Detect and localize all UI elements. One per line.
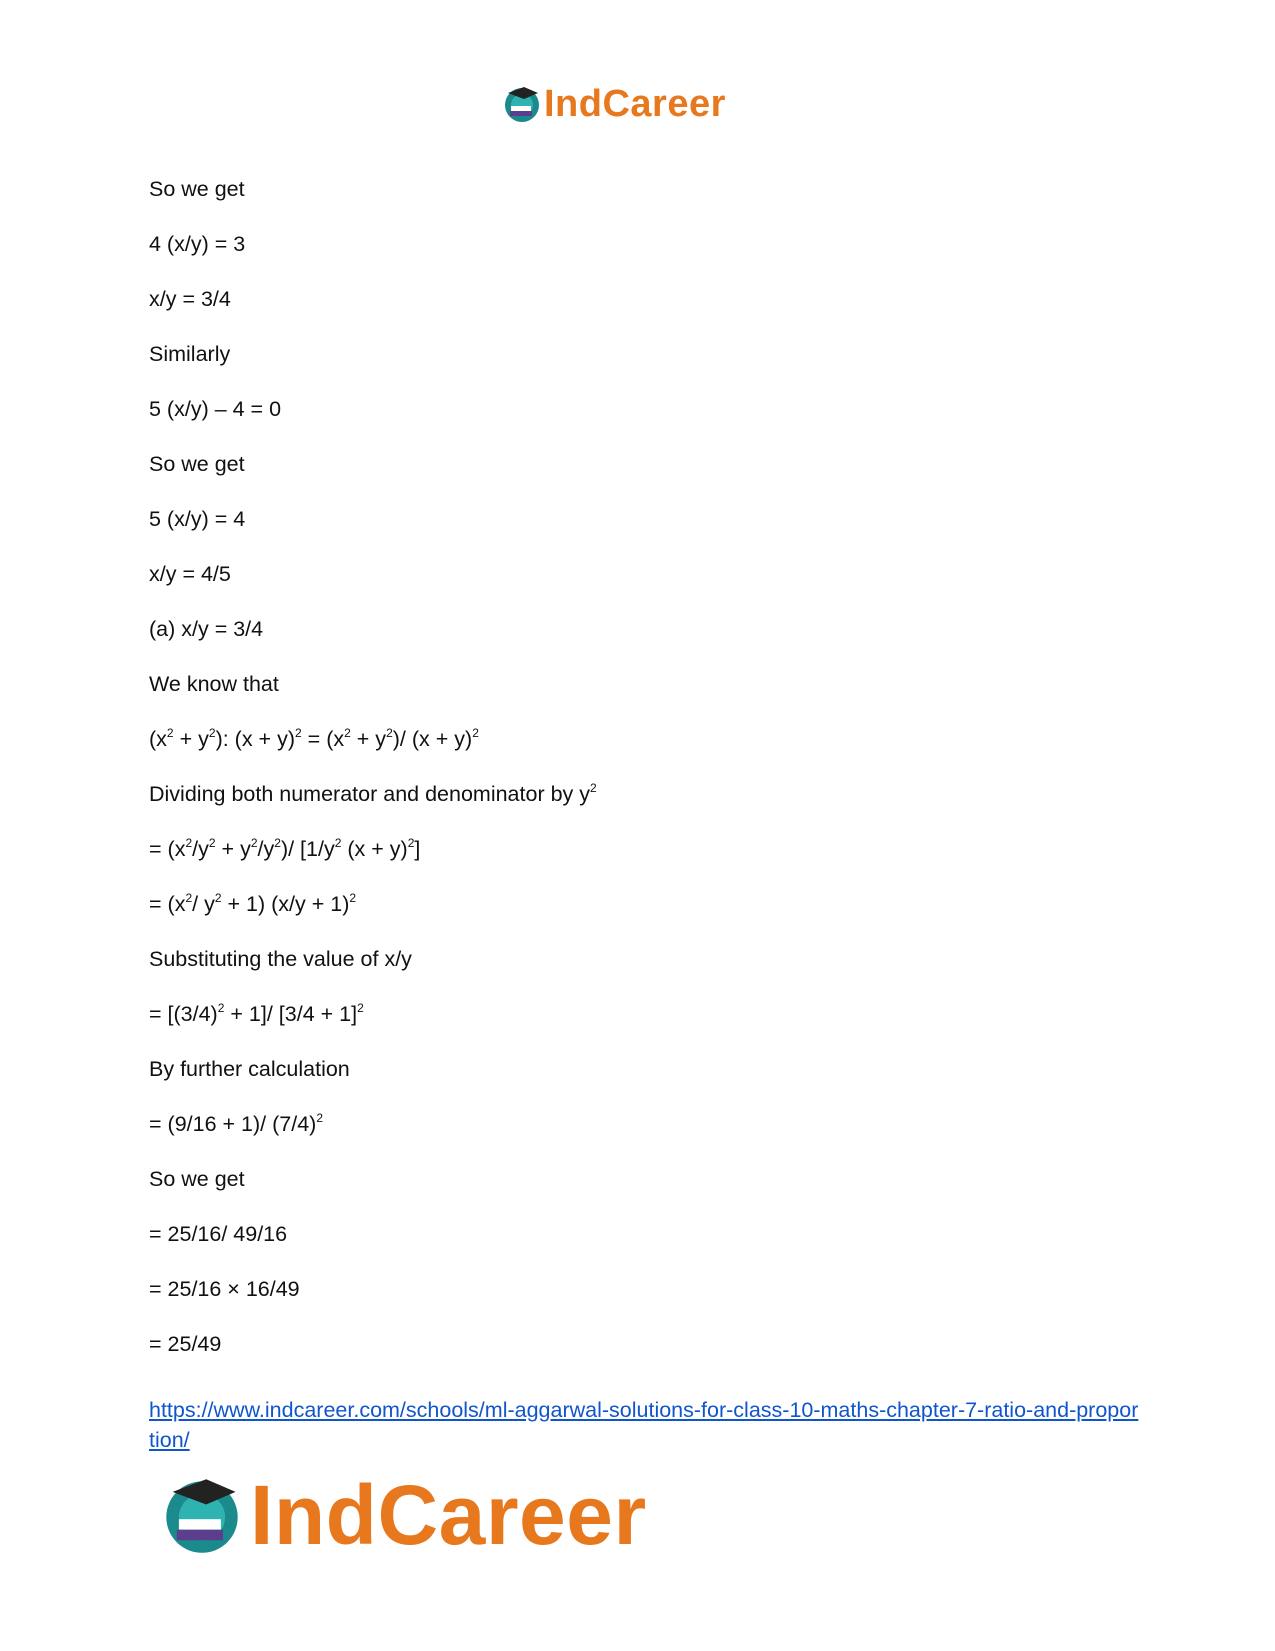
header-brand-text: IndCareer — [544, 82, 726, 125]
text-line: x/y = 4/5 — [149, 562, 231, 586]
source-link[interactable]: https://www.indcareer.com/schools/ml-aggarwal-solutions-for-class-10-maths-chapter-7-ratio-and-proportion/ — [149, 1398, 1139, 1452]
text-line: = 25/49 — [149, 1332, 222, 1356]
equation-line: = ($x^2/$ $y^2 + 1$) $(x/y + 1)^2$ — [149, 891, 357, 916]
text-line: 5 (x/y) = 4 — [149, 507, 246, 531]
text-line: 4 (x/y) = 3 — [149, 232, 246, 256]
globe-book-icon — [502, 84, 542, 124]
text-line: (a) x/y = 3/4 — [149, 617, 264, 641]
text-line: 5 (x/y) – 4 = 0 — [149, 397, 282, 421]
text-line: So we get — [149, 1167, 245, 1191]
text-line: So we get — [149, 177, 245, 201]
text-line: So we get — [149, 452, 245, 476]
globe-book-icon — [160, 1473, 244, 1557]
equation-line: = (9/16 + 1)/ $(7/4)^2$ — [149, 1111, 323, 1136]
equation-line: = $(x^2/y^2 + y^2/y^2)/$ [$1/y^2$ $(x + y)^2$] — [149, 836, 421, 861]
footer-brand-text: IndCareer — [250, 1468, 647, 1562]
text-line: Dividing both numerator and denominator by $y^2$ — [149, 781, 597, 806]
text-line: Similarly — [149, 342, 231, 366]
text-line: = 25/16/ 49/16 — [149, 1222, 288, 1246]
text-line: x/y = 3/4 — [149, 287, 231, 311]
text-line: Substituting the value of x/y — [149, 947, 412, 971]
document-body — [149, 176, 1129, 1386]
footer-logo — [160, 1470, 647, 1560]
text-line: = 25/16 × 16/49 — [149, 1277, 300, 1301]
header-logo — [502, 80, 726, 128]
equation-line: $(x^2 + y^2)$: $(x + y)^2 = (x^2 + y^2)/$ $(x + y)^2$ — [149, 726, 479, 751]
text-line: We know that — [149, 672, 279, 696]
equation-line: = $[(3/4)^2 + 1]/$ $[3/4 + 1]^2$ — [149, 1001, 364, 1026]
text-line: By further calculation — [149, 1057, 350, 1081]
